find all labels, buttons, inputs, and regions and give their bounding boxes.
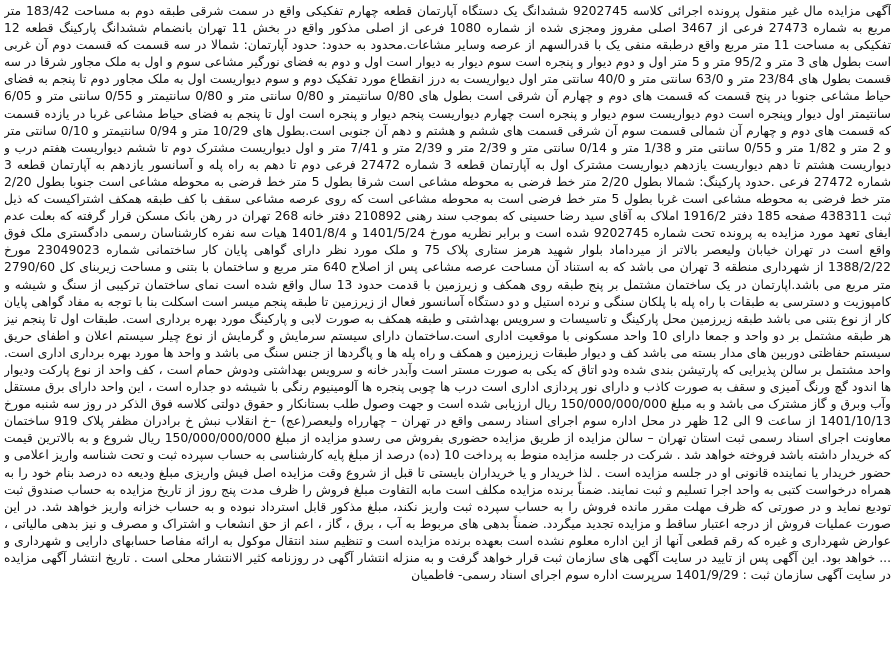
auction-notice-text: آگهی مزایده مال غیر منقول پرونده اجرائی کلاسه 9202745 ششدانگ یک دستگاه آپارتمان قطعه چهارم تفکیکی واقع در سمت شرقی طبقه دوم به مساحت 183/42 متر مربع به شماره 27473 فرعی از 3467 اصلی مفروز ومجزی شده از شماره 1080 فرعی از اصلی مذکور واقع در بخش 11 تهران بانضمام ششدانگ پارکینگ قطعه 12 تفکیکی به مساحت 11 متر مربع واقع درطبقه منفی یک با قدرالسهم از عرصه وسایر مشاعات.محدود به حدود: حدود آپارتمان: شمالا در سه قسمت که قسمت دوم آن غربی است بطول های 3 متر و 95/2 متر و 5 متر اول و دوم دیوار و پنجره است سوم دیوار به دیوار است اول و دوم به فضای نورگیر مشاعی سوم و اول به ملک مجاور شرقا در سه قسمت بطول های 23/84 متر و 63/0 سانتی متر و 40/0 سانتی متر اول دیواریست به درز انقطاع مورد تفکیک دوم و سوم دیواریست اول به ملک مجاور دوم تا پنجم به فضای حیاط مشاعی جنوبا در پنج قسمت که قسمت های دوم و چهارم آن شرقی است بطول های 0/80 سانتیمتر و 0/80 سانتی متر و 0/80 سانتیمتر و 0/55 سانتی متر و 6/05 سانتیمتر اول دیوار وپنجره است دوم دیواریست سوم دیوار و پنجره است چهارم دیواریست پنجم دیوار و پنجره است اول تا پنجم به فضای حیاط مشاعی غربا در یازده قسمت که قسمت های دوم و چهارم آن شمالی قسمت سوم آن شرقی قسمت های ششم و هشتم و دهم آن جنوبی است.بطول های 10/29 متر و 0/94 سانتیمتر و 0/10 سانتی متر و 2 متر و 1/82 متر و 0/55 سانتی متر و 1/38 متر و 0/14 سانتی متر و 2/39 متر و 2/39 متر و 7/41 متر و اول دیواریست مشترک دوم تا ششم دیواریست هفتم درب و دیواریست هشتم تا دهم دیواریست یازدهم دیواریست مشترک اول به آپارتمان قطعه 3 شماره 27472 فرعی دوم تا دهم به راه پله و آسانسور یازدهم به آپارتمان قطعه 3 شماره 27472 فرعی .حدود پارکینگ: شمالا بطول 2/20 متر خط فرضی به محوطه مشاعی است شرقا بطول 5 متر خط فرضی به محوطه مشاعی است جنوبا بطول 2/20 متر خط فرضی به محوطه مشاعی است غربا بطول 5 متر خط فرضی است به محوطه مشاعی است که روی عرصه مشاعی سقف با کف طبقه همکف اشتراکیست که ذیل ثبت 438311 صفحه 185 دفتر 1916/2 املاک به آقای سید رضا حسینی که بموجب سند رهنی 210892 دفتر خانه 268 تهران در رهن بانک مسکن قرار گرفته که بعلت عدم ایفای تعهد مورد مزایده به پرونده تحت شماره 9202745 شده است و برابر نظریه مورخ 1401/5/24 و 1401/8/4 هیات سه نفره کارشناسان رسمی دادگستری ملک فوق واقع است در تهران خیابان ولیعصر بالاتر از میرداماد بلوار شهید هرمز ستاری پلاک 75 و ملک مورد نظر دارای گواهی پایان کار ساختمانی شماره 23049023 مورخ 1388/2/22 از شهرداری منطقه 3 تهران می باشد که به استناد آن مساحت عرصه مشاعی پس از اصلاح 640 متر مربع و ساختمان با بتنی و مساحت زیربنای کل 2790/60 متر مربع می باشد.اپارتمان در یک ساختمان مشتمل بر پنج طبقه روی همکف و زیرزمین با قدمت حدود 13 سال واقع شده است نمای ساختمان ترکیبی از سنگ و شیشه و کامپوزیت و دسترسی به طبقات با راه پله با پلکان سنگی و نرده استیل و دو دستگاه آسانسور فعال از زیرزمین تا طبقه پنجم میسر است اسکلت بنا با توجه به مفاد گواهی پایان کار از نوع بتنی می باشد طبقه زیرزمین محل پارکینگ و تاسیسات و سرویس بهداشتی و طبقه همکف به صورت لابی و پارکینگ مورد بهره برداری است. طبقات اول تا پنجم نیز هر طبقه مشتمل بر دو واحد و جمعا دارای 10 واحد مسکونی با موقعیت اداری است.ساختمان دارای سیستم سرمایش و گرمایش از نوع چیلر سیستم اعلان و اطفای حریق سیستم حفاظتی دوربین های مدار بسته می باشد کف و دیوار طبقات زیرزمین و همکف و راه پله ها و پاگردها از جنس سنگ می باشد و واحد ها مورد بهره برداری اداری است. واحد مشتمل بر سالن پذیرایی که پارتیشن بندی شده ودو اتاق که یکی به صورت مستر است وآبدر خانه و سرویس بهداشتی ودوش حمام است ، کف واحد از نوع پارکت ودیوار ها اندود گچ ورنگ آمیزی و سقف به صورت کاذب و دارای نور پردازی اداری است درب ها چوبی پنجره ها آلومینیوم رنگی با شیشه دو جداره است ، این واحد دارای برق مستقل وآب وبرق و گاز مشترک می باشد و به مبلغ 150/000/000/000 ریال ارزیابی شده است و جهت وصول طلب بستانکار و حقوق دولتی کلاسه فوق الذکر در روز سه شنبه مورخ 1401/10/13 از ساعت 9 الی 12 ظهر در محل اداره سوم اجرای اسناد رسمی واقع در تهران – چهارراه ولیعصر(عج) –خ انقلاب نبش خ برادران مظفر پلاک 919 ساختمان معاونت اجرای اسناد رسمی ثبت استان تهران – سالن مزایده از طریق مزایده حضوری بفروش می رسدو مزایده از مبلغ 150/000/000/000 ریال شروع و به بالاترین قیمت که خریدار داشته باشد فروخته خواهد شد . شرکت در جلسه مزایده منوط به پرداخت 10 (ده) درصد از مبلغ پایه کارشناسی به حساب سپرده ثبت و تحت شناسه واریز اعلامی و حضور خریدار یا نماینده قانونی او در جلسه مزایده است . لذا خریدار و یا خریداران بایستی تا قبل از شروع وقت مزایده اصل فیش واریزی مبلغ ودیعه ده درصد بنام خود را به همراه درخواست کتبی به واحد اجرا تسلیم و ثبت نمایند. ضمناً برنده مزایده مکلف است مابه التفاوت مبلغ فروش را ظرف مدت پنج روز از تاریخ مزایده به حساب صندوق ثبت تودیع نماید و در صورتی که ظرف مهلت مقرر مانده فروش را به حساب سپرده ثبت واریز نکند، مبلغ مذکور قابل استرداد نبوده و به حساب خزانه واریز خواهد شد. در این صورت عملیات فروش از درجه اعتبار ساقط و مزایده تجدید میگردد. ضمناً بدهی های مربوط به آب ، برق ، گاز ، اعم از حق انشعاب و اشتراک و مصرف و نیز بدهی مالیاتی ، عوارض شهرداری و غیره که رقم قطعی آنها از این اداره معلوم نشده است بعهده برنده مزایده است و تنظیم سند انتقال موکول به ارائه مفاصا حسابهای دارایی و شهرداری و ... خواهد بود. این آگهی پس از تایید در سایت آگهی های سازمان ثبت قرار خواهد گرفت و به منزله انتشار آگهی در روزنامه کثیر الانتشار محلی است . تاریخ انتشار آگهی مزایده در سایت آگهی سازمان ثبت : 1401/9/29 سرپرست اداره سوم اجرای اسناد رسمی- فاطمیان xyxy=(4,4,891,583)
auction-notice xyxy=(4,3,891,669)
